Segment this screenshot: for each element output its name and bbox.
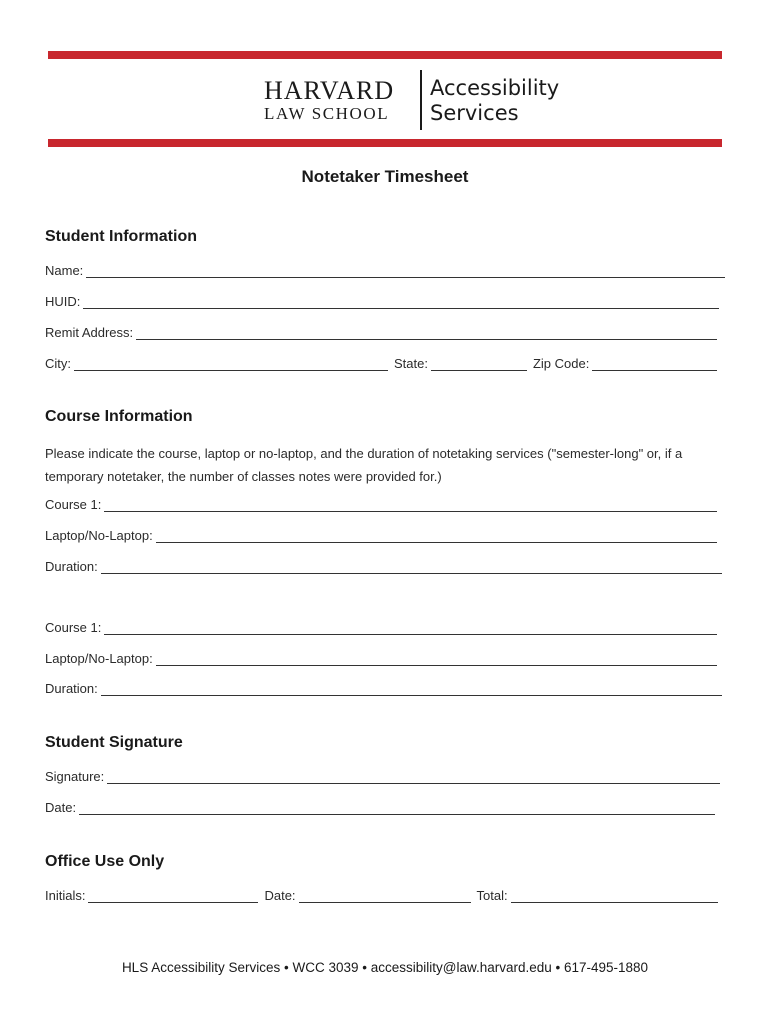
office-date-field[interactable] bbox=[299, 888, 471, 903]
city-field[interactable] bbox=[74, 356, 388, 371]
city-state-zip-row bbox=[45, 353, 717, 371]
name-label: Name: bbox=[45, 263, 84, 278]
zip-code-label: Zip Code: bbox=[532, 356, 590, 371]
top-red-rule bbox=[48, 51, 722, 59]
page-title: Notetaker Timesheet bbox=[301, 167, 469, 186]
course-instructions: Please indicate the course, laptop or no-laptop, and the duration of notetaking services ("semester-long" or, if a temporary notetaker, the number of classes notes were provided for.) bbox=[45, 446, 683, 484]
course-label: Course 1: bbox=[45, 497, 102, 512]
total-field[interactable] bbox=[511, 888, 718, 903]
signature-date-field[interactable] bbox=[79, 800, 715, 815]
remit-address-field[interactable] bbox=[136, 325, 717, 340]
office-date-label: Date: bbox=[264, 888, 296, 903]
signature-field[interactable] bbox=[107, 769, 720, 784]
laptop-label: Laptop/No-Laptop: bbox=[45, 651, 153, 666]
signature-label: Signature: bbox=[45, 769, 105, 784]
laptop-label: Laptop/No-Laptop: bbox=[45, 528, 153, 543]
duration-row bbox=[45, 678, 722, 696]
zip-code-field[interactable] bbox=[592, 356, 717, 371]
laptop-field[interactable] bbox=[156, 528, 717, 543]
city-label: City: bbox=[45, 356, 71, 371]
course-label: Course 1: bbox=[45, 620, 102, 635]
logo-divider bbox=[420, 70, 422, 130]
logo-law-school-text: LAW SCHOOL bbox=[264, 104, 390, 123]
remit-address-label: Remit Address: bbox=[45, 325, 134, 340]
signature-row bbox=[45, 766, 720, 784]
duration-row bbox=[45, 556, 722, 574]
name-row bbox=[45, 260, 725, 278]
state-label: State: bbox=[394, 356, 428, 371]
signature-date-row bbox=[45, 797, 715, 815]
laptop-row bbox=[45, 648, 717, 666]
course-1-row bbox=[45, 494, 717, 512]
name-field[interactable] bbox=[86, 263, 725, 278]
total-label: Total: bbox=[476, 888, 508, 903]
office-use-heading: Office Use Only bbox=[45, 853, 165, 870]
duration-label: Duration: bbox=[45, 681, 98, 696]
course-2-row bbox=[45, 617, 717, 635]
course-information-heading: Course Information bbox=[45, 408, 193, 425]
course-field[interactable] bbox=[104, 497, 717, 512]
huid-row bbox=[45, 291, 719, 309]
duration-label: Duration: bbox=[45, 559, 98, 574]
initials-label: Initials: bbox=[45, 888, 86, 903]
student-information-heading: Student Information bbox=[45, 228, 197, 245]
logo-services-text: Services bbox=[430, 101, 519, 125]
laptop-row bbox=[45, 525, 717, 543]
date-label: Date: bbox=[45, 800, 77, 815]
initials-field[interactable] bbox=[88, 888, 258, 903]
student-signature-heading: Student Signature bbox=[45, 734, 183, 751]
laptop-field[interactable] bbox=[156, 651, 717, 666]
bottom-red-rule bbox=[48, 139, 722, 147]
hls-accessibility-logo bbox=[262, 68, 582, 134]
logo-accessibility-text: Accessibility bbox=[430, 76, 560, 100]
office-use-row bbox=[45, 885, 718, 903]
state-field[interactable] bbox=[431, 356, 527, 371]
duration-field[interactable] bbox=[101, 559, 722, 574]
course-field[interactable] bbox=[104, 620, 717, 635]
footer-contact: HLS Accessibility Services • WCC 3039 • accessibility@law.harvard.edu • 617-495-1880 bbox=[121, 960, 649, 975]
huid-field[interactable] bbox=[83, 294, 719, 309]
huid-label: HUID: bbox=[45, 294, 81, 309]
remit-address-row bbox=[45, 322, 717, 340]
duration-field[interactable] bbox=[101, 681, 722, 696]
logo-harvard-text: HARVARD bbox=[264, 76, 395, 105]
